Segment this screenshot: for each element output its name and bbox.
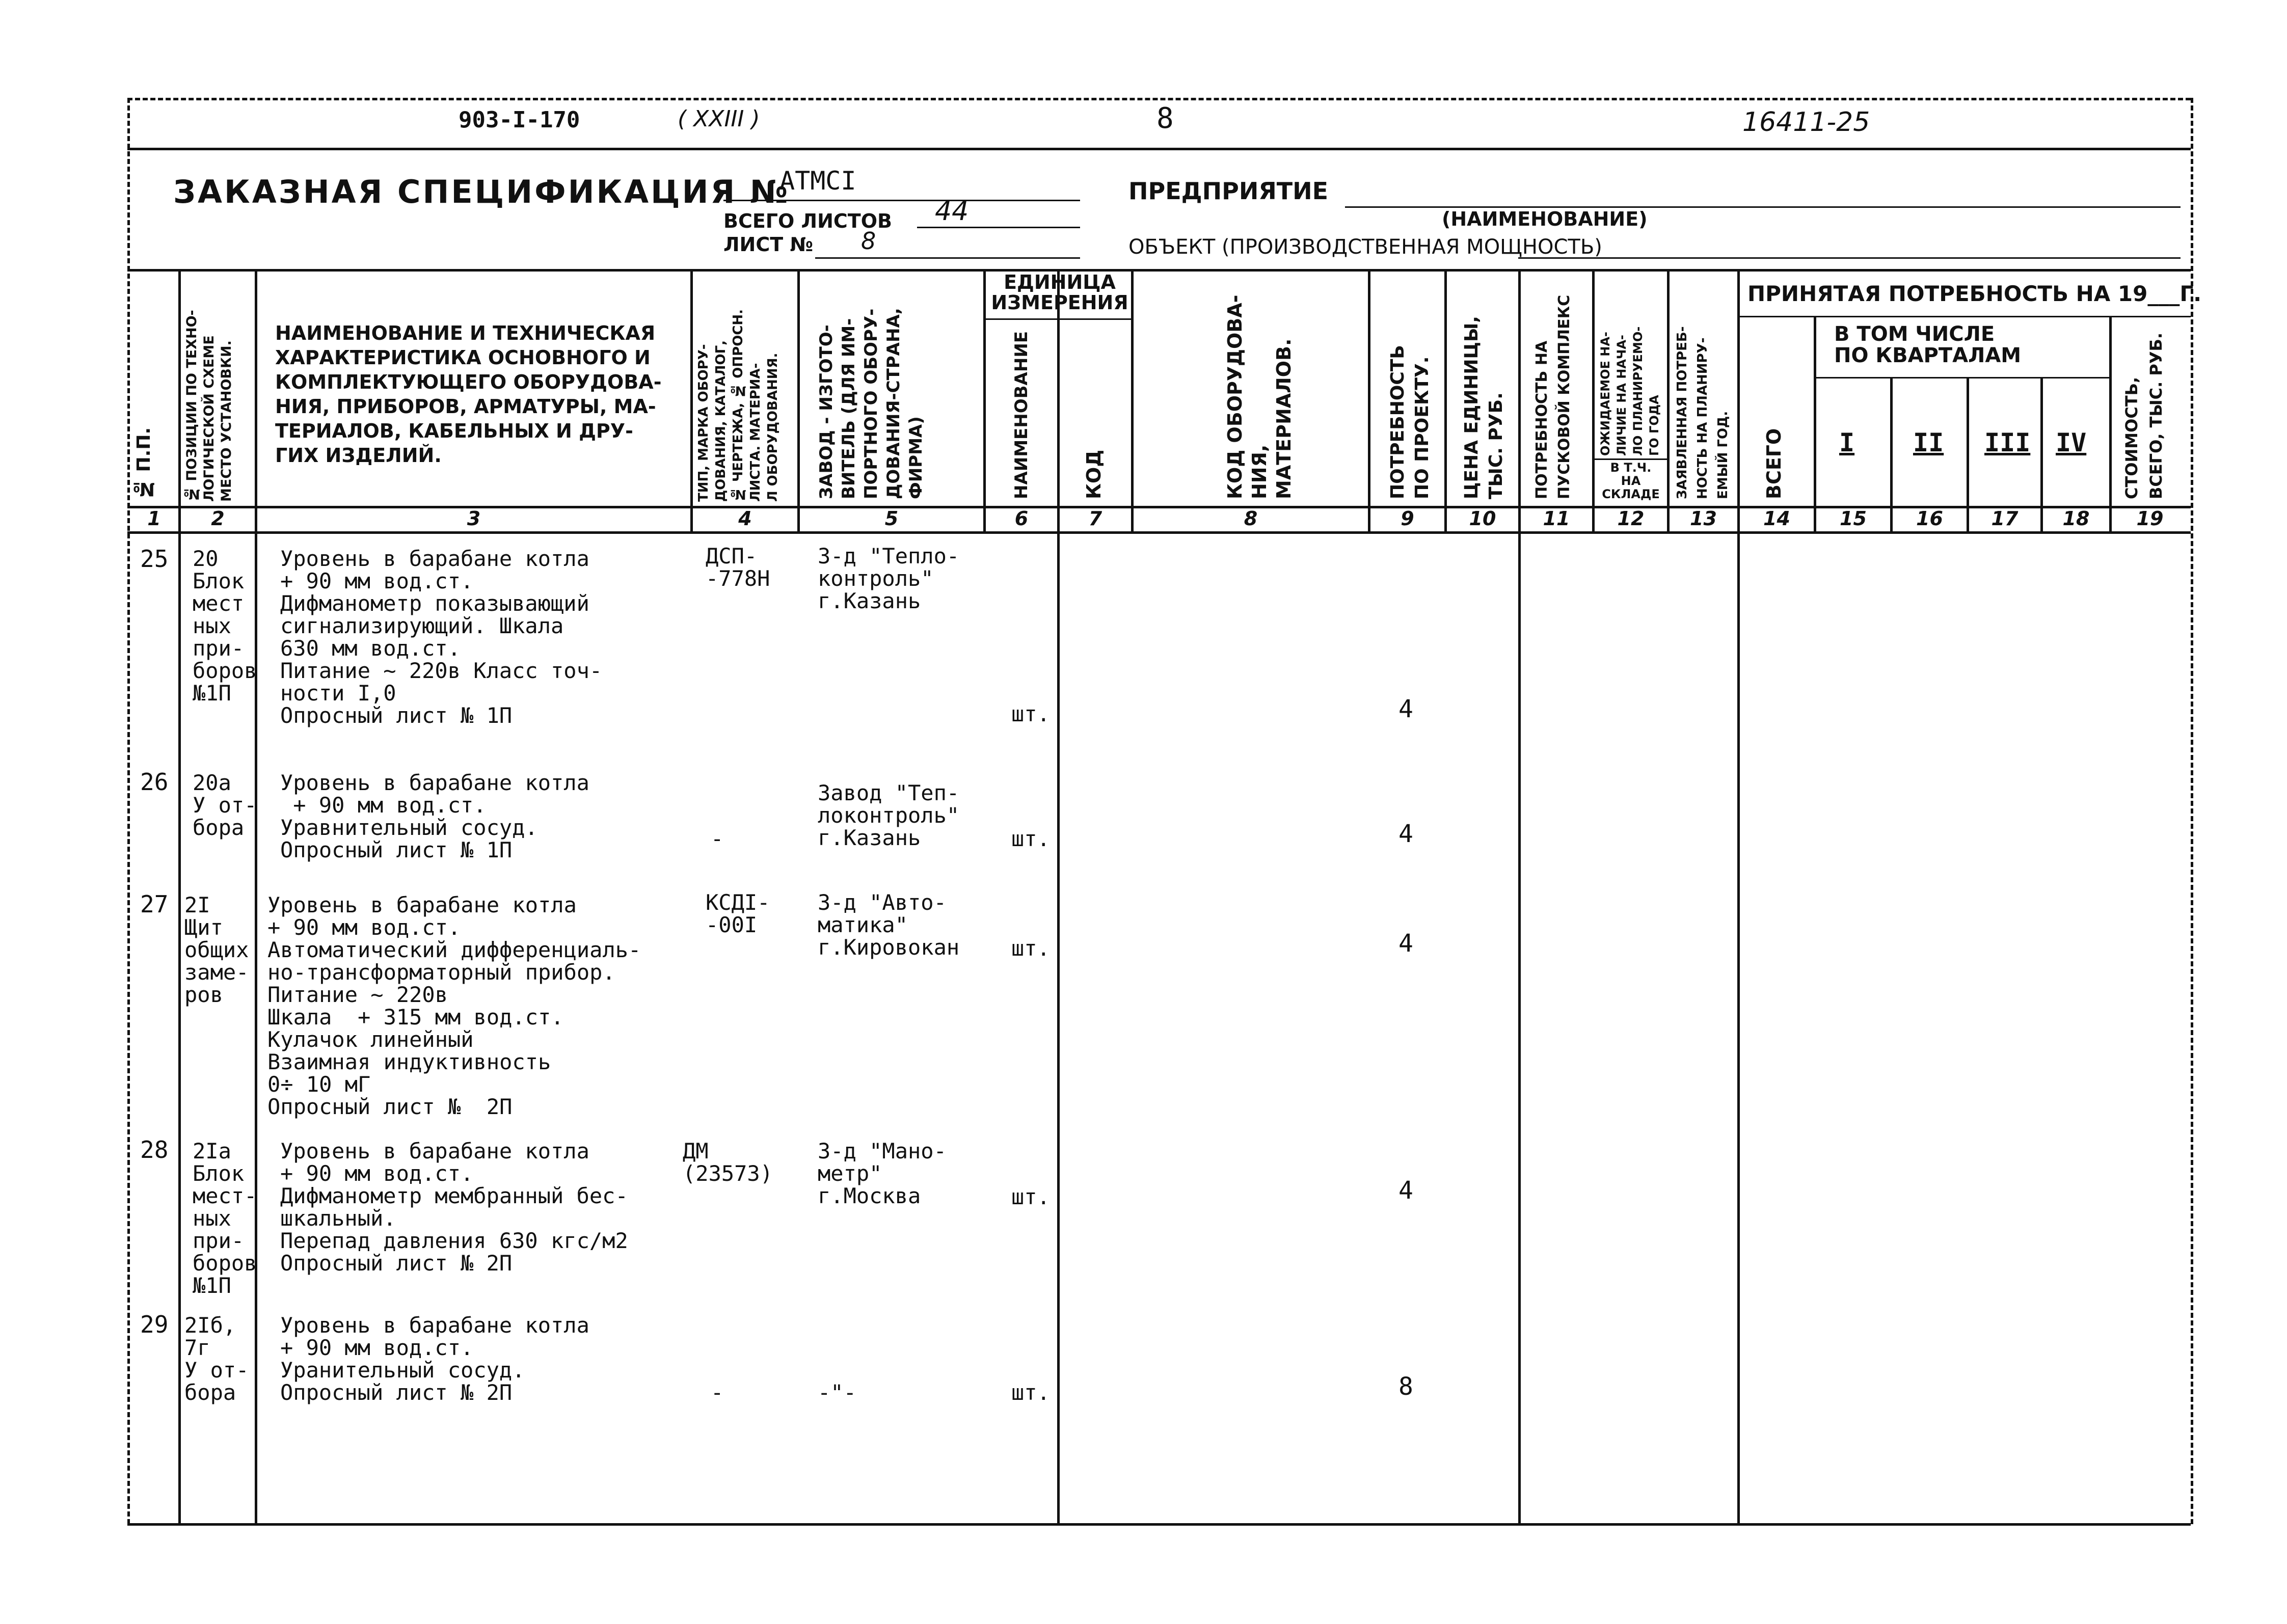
row-maker: З-д "Мано- метр" г.Москва xyxy=(818,1139,947,1208)
col-header-total: ВСЕГО xyxy=(1763,428,1785,499)
col-header-startup-need: ПОТРЕБНОСТЬ НА ПУСКОВОЙ КОМПЛЕКС xyxy=(1533,294,1573,499)
row-number: 27 xyxy=(140,890,169,918)
column-number: 9 xyxy=(1401,507,1414,530)
col-header-maker: ЗАВОД - ИЗГОТО- ВИТЕЛЬ (ДЛЯ ИМ- ПОРТНОГО ОБОРУ- ДОВАНИЯ-СТРАНА, ФИРМА) xyxy=(816,308,926,499)
spec-number-underline xyxy=(723,200,1080,201)
row-type: ДМ (23573) xyxy=(683,1139,773,1186)
column-number: 8 xyxy=(1244,507,1258,530)
col-header-num: № П.П. xyxy=(133,427,154,499)
sheets-total-label: ВСЕГО ЛИСТОВ xyxy=(723,210,892,232)
column-number: 5 xyxy=(884,507,899,530)
col-header-project-need: ПОТРЕБНОСТЬ ПО ПРОЕКТУ. xyxy=(1387,345,1433,499)
col-header-position: № ПОЗИЦИИ ПО ТЕХНО- ЛОГИЧЕСКОЙ СХЕМЕ МЕСТО УСТАНОВКИ. xyxy=(184,310,234,502)
sheet-underline xyxy=(815,257,1080,259)
album-number: ( XXIII ) xyxy=(678,106,760,132)
column-number: 6 xyxy=(1014,507,1029,530)
spec-number: ATMCI xyxy=(779,166,856,196)
col-header-q1: I xyxy=(1839,428,1855,457)
row-quantity: 4 xyxy=(1398,1176,1413,1205)
col-header-quarters-group: В ТОМ ЧИСЛЕ ПО КВАРТАЛАМ xyxy=(1834,322,2022,367)
col-header-type: ТИП, МАРКА ОБОРУ- ДОВАНИЯ, КАТАЛОГ, № ЧЕРТЕЖА, № ОПРОСН. ЛИСТА. МАТЕРИА- Л ОБОРУДОВАНИЯ. xyxy=(696,309,781,502)
row-unit: шт. xyxy=(1011,936,1050,961)
column-number: 2 xyxy=(211,507,225,530)
col-header-accepted-group: ПРИНЯТАЯ ПОТРЕБНОСТЬ НА 19___Г. xyxy=(1747,281,2202,306)
row-unit: шт. xyxy=(1011,1380,1050,1405)
col-header-q2: II xyxy=(1913,428,1944,457)
row-quantity: 4 xyxy=(1398,929,1413,958)
row-number: 28 xyxy=(140,1136,169,1163)
row-maker: Завод "Теп- локонтроль" г.Казань xyxy=(818,780,960,850)
row-type: ДСП- -778Н xyxy=(706,544,770,591)
row-position: 2Iб, 7г У от- бора xyxy=(184,1313,249,1405)
row-description: Уровень в барабане котла + 90 мм вод.ст. Дифманометр показывающий сигнализирующий. Шкала 630 мм вод.ст. Питание ~ 220в Класс точ- ности I,0 Опросный лист № 1П xyxy=(280,546,603,728)
column-number: 10 xyxy=(1469,507,1496,530)
row-number: 26 xyxy=(140,768,169,796)
row-description: Уровень в барабане котла + 90 мм вод.ст. Уранительный сосуд. Опросный лист № 2П xyxy=(280,1313,589,1405)
row-unit: шт. xyxy=(1011,701,1050,726)
sheet-label: ЛИСТ № xyxy=(723,233,814,256)
row-quantity: 4 xyxy=(1398,695,1413,723)
column-number: 16 xyxy=(1916,507,1943,530)
column-number: 1 xyxy=(147,507,161,530)
column-number: 18 xyxy=(2062,507,2090,530)
column-number: 7 xyxy=(1088,507,1102,530)
row-unit: шт. xyxy=(1011,826,1050,851)
sheets-total-underline xyxy=(917,227,1080,228)
row-description: Уровень в барабане котла + 90 мм вод.ст. Автоматический дифференциаль- но-трансформаторный прибор. Питание ~ 220в Шкала + 315 мм вод.ст. Кулачок линейный Взаимная индуктивность 0÷ 10 мГ Опросный лист № 2П xyxy=(267,892,641,1119)
row-unit: шт. xyxy=(1011,1184,1050,1209)
col-header-in-warehouse: В Т.Ч. НА СКЛАДЕ xyxy=(1602,461,1660,501)
row-quantity: 4 xyxy=(1398,820,1413,848)
row-position: 20а У от- бора xyxy=(193,770,257,840)
row-description: Уровень в барабане котла + 90 мм вод.ст. Дифманометр мембранный бес- шкальный. Перепад давления 630 кгс/м2 Опросный лист № 2П xyxy=(280,1139,628,1276)
col-header-equipment-code: КОД ОБОРУДОВА- НИЯ, МАТЕРИАЛОВ. xyxy=(1224,294,1295,499)
object-line xyxy=(1518,257,2181,259)
column-number: 15 xyxy=(1840,507,1867,530)
col-header-description: НАИМЕНОВАНИЕ И ТЕХНИЧЕСКАЯ ХАРАКТЕРИСТИКА ОСНОВНОГО И КОМПЛЕКТУЮЩЕГО ОБОРУДОВА- НИЯ, ПРИБОРОВ, АРМАТУРЫ, МА- ТЕРИАЛОВ, КАБЕЛЬНЫХ И ДРУ- ГИХ ИЗДЕЛИЙ. xyxy=(275,322,662,467)
column-number: 4 xyxy=(738,507,752,530)
enterprise-caption: (НАИМЕНОВАНИЕ) xyxy=(1442,208,1648,230)
sheet-value: 8 xyxy=(861,227,876,255)
col-header-cost: СТОИМОСТЬ, ВСЕГО, ТЫС. РУБ. xyxy=(2122,332,2166,499)
col-header-expected-stock: ОЖИДАЕМОЕ НА- ЛИЧИЕ НА НАЧА- ЛО ПЛАНИРУЕМО- ГО ГОДА xyxy=(1598,326,1661,456)
column-number: 19 xyxy=(2136,507,2164,530)
row-quantity: 8 xyxy=(1398,1372,1413,1401)
column-number: 12 xyxy=(1617,507,1645,530)
col-header-q3: III xyxy=(1984,428,2031,457)
row-number: 25 xyxy=(140,545,169,573)
sheet-code: 16411-25 xyxy=(1742,107,1870,138)
row-type: - xyxy=(711,1380,724,1405)
col-header-declared-need: ЗАЯВЛЕННАЯ ПОТРЕБ- НОСТЬ НА ПЛАНИРУ- ЕМЫЙ ГОД. xyxy=(1675,326,1731,499)
col-header-unit-code: КОД xyxy=(1083,449,1105,499)
object-label: ОБЪЕКТ (ПРОИЗВОДСТВЕННАЯ МОЩНОСТЬ) xyxy=(1128,235,1602,259)
col-header-unit-name: НАИМЕНОВАНИЕ xyxy=(1011,331,1032,499)
column-number: 17 xyxy=(1991,507,2019,530)
row-position: 20 Блок мест ных при- боров №1П xyxy=(193,546,257,706)
row-type: КСДI- -00I xyxy=(706,890,770,937)
row-maker: З-д "Тепло- контроль" г.Казань xyxy=(818,544,960,613)
col-header-unit-group: ЕДИНИЦА ИЗМЕРЕНИЯ xyxy=(991,271,1128,314)
row-position: 2Iа Блок мест- ных при- боров №1П xyxy=(193,1139,257,1298)
row-type: - xyxy=(711,826,724,851)
sheets-total-value: 44 xyxy=(935,196,969,227)
spec-title: ЗАКАЗНАЯ СПЕЦИФИКАЦИЯ № xyxy=(173,173,790,210)
col-header-q4: IV xyxy=(2056,428,2087,457)
row-maker: З-д "Авто- матика" г.Кировокан xyxy=(818,890,960,960)
page-number: 8 xyxy=(1156,102,1174,135)
column-number: 14 xyxy=(1763,507,1790,530)
row-description: Уровень в барабане котла + 90 мм вод.ст. Уравнительный сосуд. Опросный лист № 1П xyxy=(280,770,589,862)
row-maker: -"- xyxy=(818,1380,856,1405)
col-header-unit-price: ЦЕНА ЕДИНИЦЫ, ТЫС. РУБ. xyxy=(1461,316,1506,499)
row-position: 2I Щит общих заме- ров xyxy=(184,892,249,1007)
column-number: 13 xyxy=(1690,507,1717,530)
project-code: 903-I-170 xyxy=(459,107,580,133)
column-number: 3 xyxy=(467,507,481,530)
row-number: 29 xyxy=(140,1311,169,1338)
column-number: 11 xyxy=(1543,507,1570,530)
enterprise-label: ПРЕДПРИЯТИЕ xyxy=(1128,177,1329,205)
